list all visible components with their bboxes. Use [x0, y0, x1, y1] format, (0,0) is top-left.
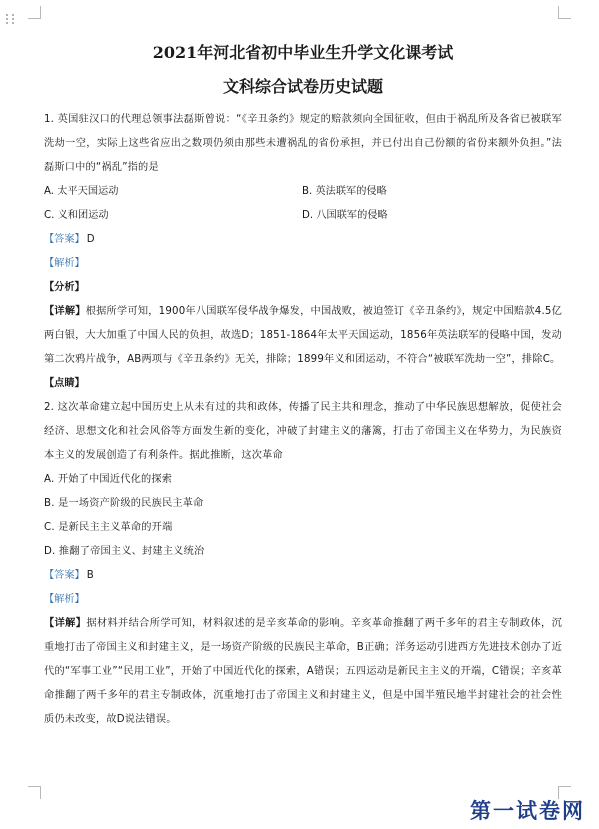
detail-label: 【详解】 — [44, 618, 87, 629]
answer-label: 【答案】 — [44, 570, 85, 581]
detail-paragraph — [44, 300, 562, 372]
question-1-options — [44, 180, 562, 228]
option-c: C. 是新民主主义革命的开端 — [44, 522, 173, 533]
option-d: D. 推翻了帝国主义、封建主义统治 — [44, 546, 205, 557]
exam-subtitle: 文科综合试卷历史试题 — [222, 77, 383, 96]
answer-line — [44, 228, 562, 252]
option-c: C. 义和团运动 — [44, 210, 109, 221]
answer-value: B — [86, 570, 94, 581]
site-watermark: 第一试卷网 — [470, 798, 585, 823]
detail-text: 据材料并结合所学可知，材料叙述的是辛亥革命的影响。辛亥革命推翻了两千多年的君主专制政体，沉重地打击了帝国主义和封建主义，是一场资产阶级的民族民主革命，B正确；洋务运动引进西方先进技术创办了近代的“军事工业”“民用工业”，开始了中国近代化的探索，A错误；五四运动是新民主主义的开端，C错误；辛亥革命推翻了两千多年的君主专制政体，沉重地打击了帝国主义和封建主义，但是中国半殖民地半封建社会的社会性质仍未改变，故D说法错误。 — [44, 618, 562, 725]
detail-label: 【详解】 — [44, 306, 86, 317]
analysis-label: 【解析】 — [44, 258, 85, 269]
crop-mark-top-right — [558, 6, 571, 19]
question-2-stem: 2. 这次革命建立起中国历史上从未有过的共和政体，传播了民主共和理念，推动了中华民族思想解放，促使社会经济、思想文化和社会风俗等方面发生新的变化，冲破了封建主义的藩篱，打击了帝国主义在华势力，为民族资本主义的发展创造了有利条件。据此推断，这次革命 — [44, 402, 562, 461]
document-content — [44, 42, 562, 732]
crop-mark-top-left — [28, 6, 41, 19]
detail-text: 根据所学可知，1900年八国联军侵华战争爆发，中国战败，被迫签订《辛丑条约》，规定中国赔款4.5亿两白银，大大加重了中国人民的负担，故选D；1851-1864年太平天国运动，1856年英法联军的侵略中国，发动第二次鸦片战争，AB两项与《辛丑条约》无关，排除；1899年义和团运动，不符合“被联军洗劫一空”，排除C。 — [44, 306, 562, 365]
option-a: A. 开始了中国近代化的探索 — [44, 474, 173, 485]
option-a: A. 太平天国运动 — [44, 186, 119, 197]
analysis-label: 【解析】 — [44, 594, 85, 605]
option-d: D. 八国联军的侵略 — [302, 210, 388, 221]
answer-line — [44, 564, 562, 588]
option-b: B. 英法联军的侵略 — [302, 186, 387, 197]
answer-label: 【答案】 — [44, 234, 85, 245]
answer-value: D — [86, 234, 95, 245]
fenxi-label: 【分析】 — [44, 282, 85, 293]
crop-mark-bottom-left — [28, 786, 41, 799]
dianjing-label: 【点睛】 — [44, 378, 85, 389]
drag-handle-icon[interactable] — [6, 14, 16, 24]
exam-title: 2021年河北省初中毕业生升学文化课考试 — [152, 43, 454, 62]
option-b: B. 是一场资产阶级的民族民主革命 — [44, 498, 204, 509]
question-1-stem: 1. 英国驻汉口的代理总领事法磊斯曾说：“《辛丑条约》规定的赔款须向全国征收，但由于祸乱所及各省已被联军洗劫一空，实际上这些省应出之数项仍须由那些未遭祸乱的省份承担，并已付出自己份额的省份来额外负担。”法磊斯口中的“祸乱”指的是 — [44, 114, 562, 173]
question-2-options — [44, 468, 562, 564]
detail-paragraph — [44, 612, 562, 732]
